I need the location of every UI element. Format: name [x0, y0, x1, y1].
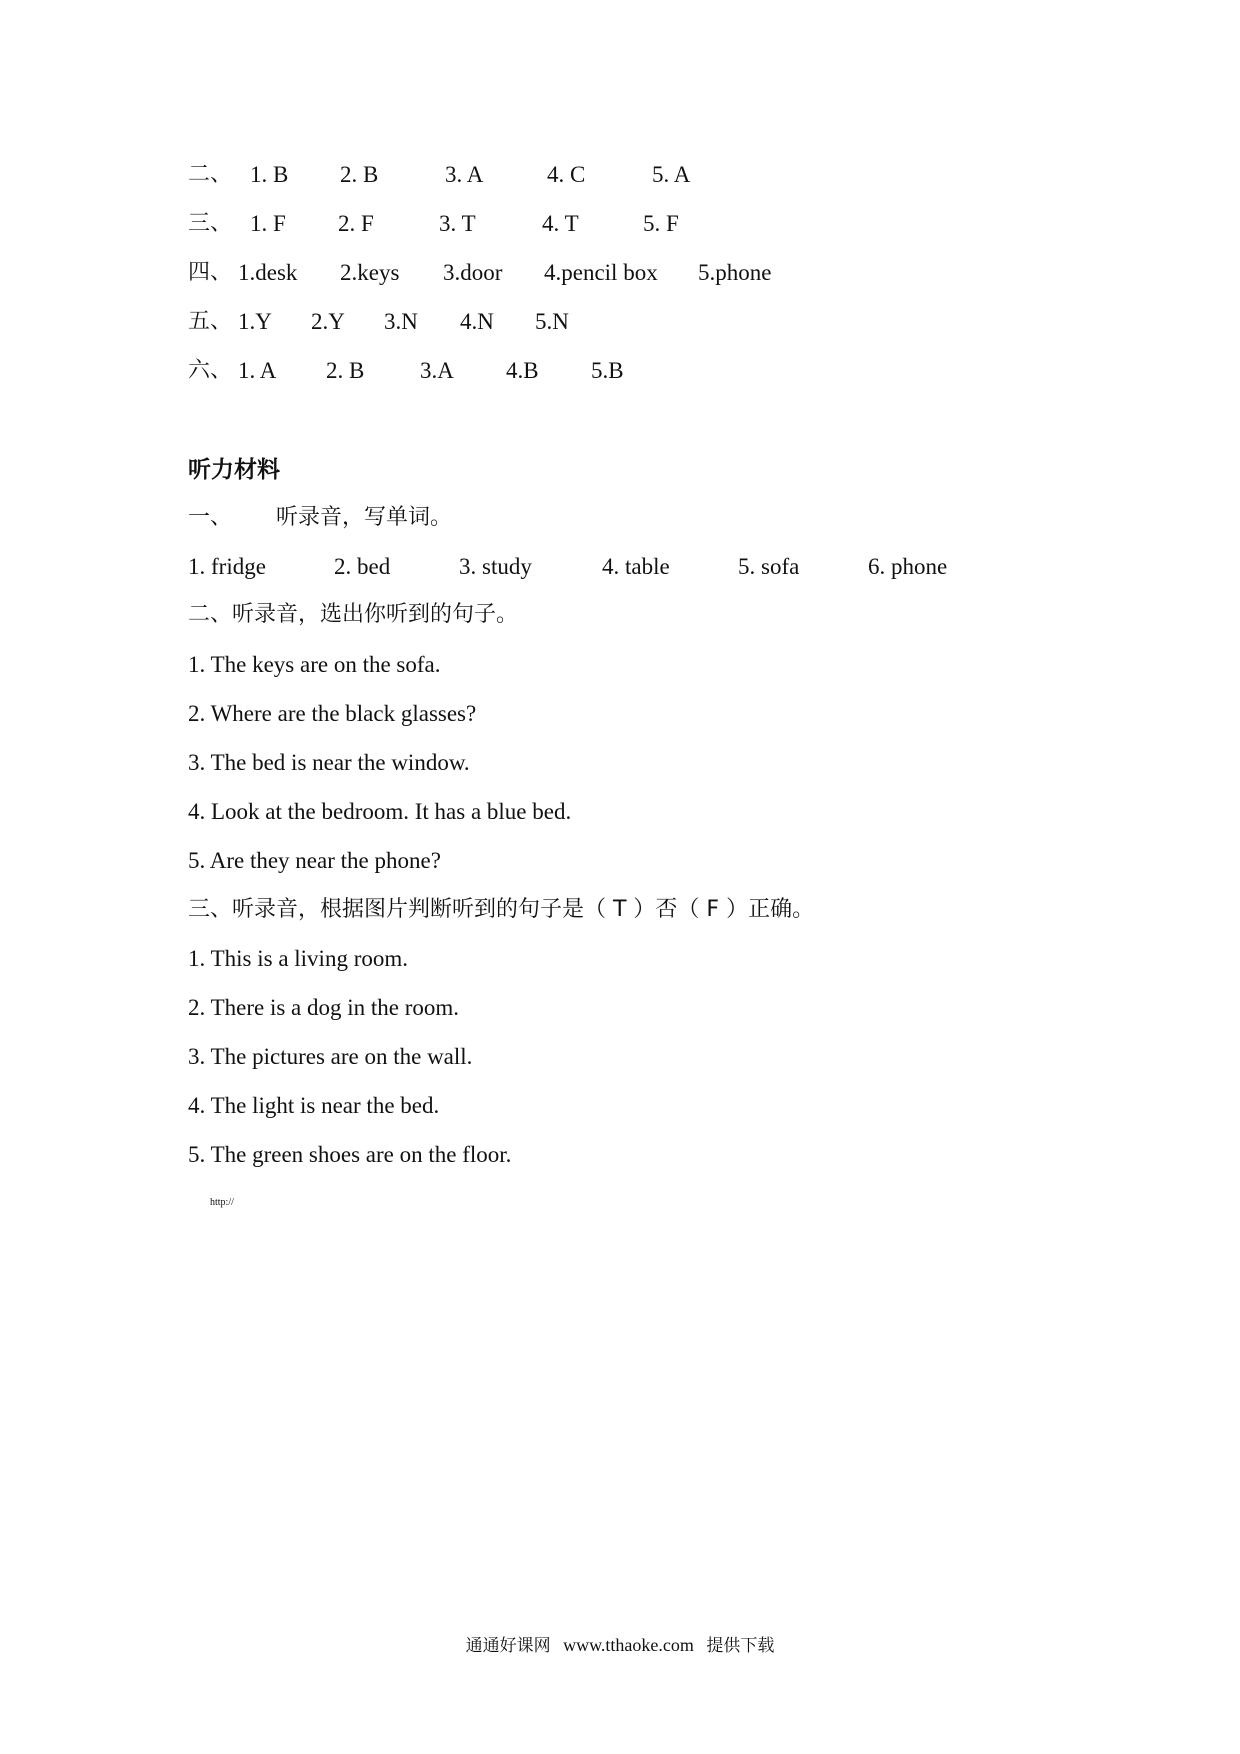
answer-row-label: 三、	[188, 211, 233, 236]
section2-heading: 二、听录音，选出你听到的句子。	[188, 602, 519, 627]
section2-sentence: 2. Where are the black glasses?	[188, 701, 477, 726]
section1-label: 一、	[188, 505, 233, 530]
section3-sentence: 4. The light is near the bed.	[188, 1093, 440, 1118]
answer-item: 2. B	[340, 162, 379, 187]
section1-instruction: 听录音，写单词。	[276, 505, 453, 530]
section3-sentence: 1. This is a living room.	[188, 946, 408, 971]
section2-sentence: 5. Are they near the phone?	[188, 848, 441, 873]
answer-row-label: 二、	[188, 162, 233, 187]
answer-item: 5.N	[535, 309, 569, 334]
answer-item: 3.N	[384, 309, 418, 334]
word-item: 3. study	[459, 554, 532, 579]
answer-row-label: 五、	[188, 309, 233, 334]
answer-item: 2.Y	[311, 309, 345, 334]
word-item: 2. bed	[334, 554, 391, 579]
answer-row-label: 六、	[188, 358, 233, 383]
answer-item: 4.pencil box	[544, 260, 658, 285]
word-item: 1. fridge	[188, 554, 266, 579]
footer-site-name: 通通好课网	[465, 1636, 551, 1656]
answer-item: 5. F	[643, 211, 679, 236]
answer-item: 4.N	[460, 309, 494, 334]
small-url-text: http://	[210, 1197, 234, 1208]
answer-item: 3. A	[445, 162, 484, 187]
answer-item: 4. T	[542, 211, 579, 236]
answer-item: 1. B	[250, 162, 289, 187]
footer	[0, 1633, 1240, 1658]
answer-item: 4. C	[547, 162, 586, 187]
section3-heading: 三、听录音，根据图片判断听到的句子是（ T ）否（ F ）正确。	[188, 897, 815, 922]
answer-item: 1. F	[250, 211, 286, 236]
section2-sentence: 4. Look at the bedroom. It has a blue bed.	[188, 799, 572, 824]
footer-suffix: 提供下载	[706, 1636, 775, 1656]
answer-row-label: 四、	[188, 260, 233, 285]
answer-item: 5.phone	[698, 260, 772, 285]
answer-item: 2.keys	[340, 260, 400, 285]
answer-item: 3.door	[443, 260, 503, 285]
answer-item: 4.B	[506, 358, 539, 383]
section2-sentence: 1. The keys are on the sofa.	[188, 652, 441, 677]
footer-url[interactable]: www.tthaoke.com	[563, 1635, 694, 1655]
answer-item: 3. T	[439, 211, 476, 236]
answer-item: 2. F	[338, 211, 374, 236]
section2-sentence: 3. The bed is near the window.	[188, 750, 470, 775]
word-item: 4. table	[602, 554, 670, 579]
answer-item: 1. A	[238, 358, 277, 383]
answer-item: 1.Y	[238, 309, 272, 334]
answer-item: 1.desk	[238, 260, 298, 285]
answer-item: 2. B	[326, 358, 365, 383]
section3-sentence: 2. There is a dog in the room.	[188, 995, 460, 1020]
answer-item: 5.B	[591, 358, 624, 383]
answer-item: 5. A	[652, 162, 691, 187]
section3-sentence: 3. The pictures are on the wall.	[188, 1044, 473, 1069]
word-item: 5. sofa	[738, 554, 800, 579]
listening-title: 听力材料	[188, 457, 280, 483]
word-item: 6. phone	[868, 554, 948, 579]
answer-item: 3.A	[420, 358, 454, 383]
section3-sentence: 5. The green shoes are on the floor.	[188, 1142, 512, 1167]
